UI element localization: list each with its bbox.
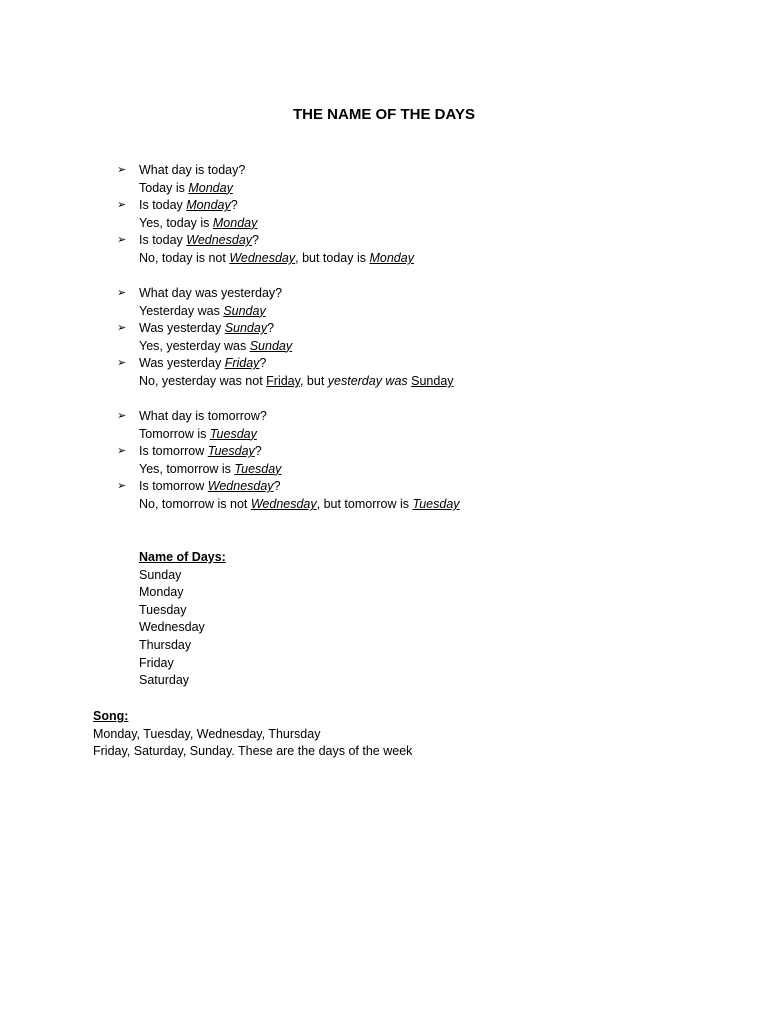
day-list-item: Wednesday [139, 620, 205, 635]
day-word: Tuesday [207, 444, 255, 459]
arrow-bullet-icon: ➢ [117, 410, 127, 422]
qa-group-today [117, 162, 677, 268]
question-line [117, 232, 677, 250]
day-word: Monday [188, 180, 233, 195]
day-word: Wednesday [186, 233, 253, 248]
answer-text-italic: yesterday was [327, 373, 412, 388]
question-line [117, 320, 677, 338]
question-line [117, 355, 677, 373]
question-text: Is today [139, 198, 187, 213]
arrow-bullet-icon: ➢ [117, 480, 127, 493]
day-word: Sunday [249, 338, 293, 353]
day-list-item: Tuesday [139, 602, 187, 617]
question-text: Is tomorrow [139, 444, 208, 459]
question-text: What day is tomorrow? [139, 409, 267, 423]
day-word: Tuesday [234, 461, 282, 476]
answer-text: Yesterday was [139, 303, 224, 318]
arrow-bullet-icon: ➢ [117, 164, 127, 176]
question-mark: ? [230, 198, 238, 213]
days-list-section [139, 549, 226, 690]
day-word: Friday [224, 356, 260, 371]
qa-group-tomorrow [117, 408, 677, 514]
arrow-bullet-icon: ➢ [117, 199, 127, 212]
question-text: Is today [139, 233, 187, 248]
answer-line [117, 303, 677, 321]
answer-text: No, yesterday was not [139, 373, 267, 388]
answer-text: Today is [139, 180, 189, 195]
question-mark: ? [267, 321, 275, 336]
day-list-item: Sunday [139, 567, 182, 582]
question-line [117, 197, 677, 215]
answer-text: , but tomorrow is [316, 496, 413, 511]
question-line [117, 408, 677, 426]
song-line: Friday, Saturday, Sunday. These are the days of the week [93, 744, 413, 759]
day-word: Wednesday [207, 479, 274, 494]
answer-text: Yes, today is [139, 215, 213, 230]
day-list-item: Monday [139, 585, 184, 600]
question-mark: ? [252, 233, 259, 248]
answer-text: Tomorrow is [139, 426, 210, 441]
day-word: Monday [369, 250, 414, 265]
answer-text: Yes, tomorrow is [139, 461, 235, 476]
song-heading: Song: [93, 709, 129, 723]
arrow-bullet-icon: ➢ [117, 445, 127, 458]
answer-line [117, 496, 677, 514]
day-list-item: Saturday [139, 673, 190, 688]
qa-group-yesterday [117, 285, 677, 391]
answer-text: , but [299, 373, 328, 388]
arrow-bullet-icon: ➢ [117, 287, 127, 299]
question-line [117, 162, 677, 180]
days-heading: Name of Days: [139, 550, 226, 564]
answer-line [117, 373, 677, 391]
day-word: Sunday [223, 303, 266, 318]
answer-line [117, 338, 677, 356]
day-word: Wednesday [229, 250, 296, 265]
answer-line [117, 180, 677, 198]
question-text: Was yesterday [139, 321, 225, 336]
day-word: Wednesday [250, 496, 317, 511]
question-text: Is tomorrow [139, 479, 208, 494]
answer-text: No, tomorrow is not [139, 496, 251, 511]
question-text: Was yesterday [139, 356, 225, 371]
song-line: Monday, Tuesday, Wednesday, Thursday [93, 726, 321, 741]
answer-line [117, 461, 677, 479]
answer-line [117, 215, 677, 233]
answer-line [117, 426, 677, 444]
question-text: What day is today? [139, 163, 246, 177]
day-word: Monday [186, 198, 231, 213]
day-word: Sunday [224, 321, 268, 336]
question-line [117, 478, 677, 496]
day-word: Friday [266, 373, 300, 388]
question-line [117, 285, 677, 303]
page-title: THE NAME OF THE DAYS [293, 106, 475, 123]
arrow-bullet-icon: ➢ [117, 357, 127, 370]
song-section [93, 708, 412, 761]
day-word: Tuesday [209, 426, 257, 441]
question-line [117, 443, 677, 461]
answer-text: Yes, yesterday was [139, 338, 250, 353]
answer-text: , but today is [295, 250, 370, 265]
day-list-item: Thursday [139, 637, 192, 652]
day-word: Monday [212, 215, 258, 230]
answer-line [117, 250, 677, 268]
day-word: Tuesday [412, 496, 460, 511]
question-mark: ? [259, 356, 267, 371]
day-word: Sunday [411, 373, 454, 388]
answer-text: No, today is not [139, 250, 230, 265]
arrow-bullet-icon: ➢ [117, 234, 127, 247]
question-mark: ? [273, 479, 281, 494]
question-mark: ? [254, 444, 262, 459]
arrow-bullet-icon: ➢ [117, 322, 127, 335]
day-list-item: Friday [139, 655, 174, 670]
question-text: What day was yesterday? [139, 286, 283, 300]
